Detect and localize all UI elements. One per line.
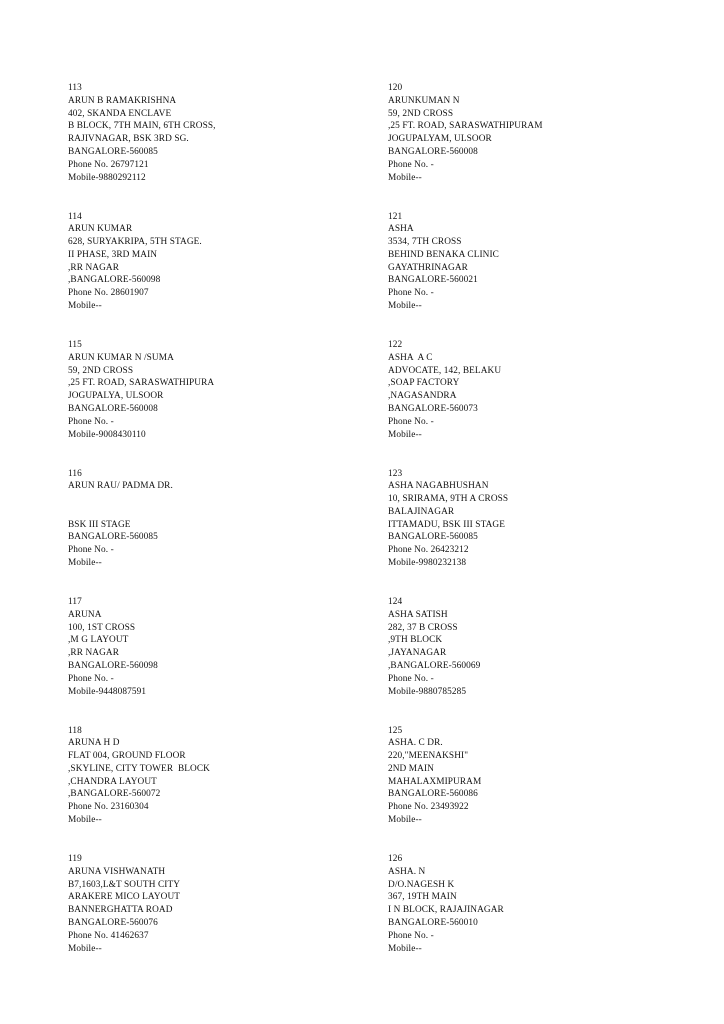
address-entry [388, 853, 543, 982]
entry-line: MAHALAXMIPURAM [388, 776, 482, 787]
entry-line: Phone No. - [68, 416, 114, 427]
entry-line: ARUNA H D [68, 738, 120, 749]
entry-line: ,9TH BLOCK [388, 635, 443, 646]
address-entry [388, 596, 543, 725]
entry-line: JOGUPALYA, ULSOOR [68, 391, 164, 402]
entry-line: 220,"MEENAKSHI" [388, 751, 469, 762]
entry-number: 114 [68, 211, 82, 222]
entry-line: 367, 19TH MAIN [388, 892, 457, 903]
entry-line: ARUN RAU/ PADMA DR. [68, 481, 173, 492]
entry-line: BANGALORE-560085 [388, 532, 478, 543]
address-entry [388, 82, 543, 211]
entry-line: Mobile-- [68, 558, 102, 569]
entry-line: ,RR NAGAR [68, 262, 120, 273]
entry-line: Mobile-9880785285 [388, 686, 467, 697]
entry-line: ARUN KUMAR N /SUMA [68, 352, 174, 363]
entry-line: ,CHANDRA LAYOUT [68, 776, 157, 787]
entry-line: BANGALORE-560021 [388, 275, 478, 286]
entry-number: 123 [388, 468, 403, 479]
address-entry [388, 468, 543, 597]
entry-line: Mobile-- [388, 943, 422, 954]
entry-line: Phone No. - [388, 416, 434, 427]
entry-line: ,BANGALORE-560098 [68, 275, 161, 286]
entry-line: ,BANGALORE-560072 [68, 789, 161, 800]
entry-line: Phone No. 23160304 [68, 802, 149, 813]
entry-number: 120 [388, 83, 403, 93]
entry-line: 10, SRIRAMA, 9TH A CROSS [388, 494, 509, 505]
entry-line: I N BLOCK, RAJAJINAGAR [388, 905, 504, 916]
entry-number: 115 [68, 340, 82, 350]
address-entry [388, 339, 543, 468]
entry-line: BEHIND BENAKA CLINIC [388, 249, 499, 260]
entry-line: BANGALORE-560008 [68, 403, 158, 414]
entry-line: Mobile-- [388, 172, 422, 183]
entry-line: ASHA [388, 224, 414, 235]
entry-line: BALAJINAGAR [388, 506, 455, 517]
entry-line: ,SKYLINE, CITY TOWER BLOCK [68, 763, 210, 774]
entry-line: BANGALORE-560085 [68, 532, 158, 543]
entry-number: 125 [388, 725, 403, 736]
entry-line: Mobile-- [388, 429, 422, 440]
address-entry [68, 82, 216, 211]
entry-line: Phone No. - [68, 673, 114, 684]
entry-line: Mobile-9980232138 [388, 558, 467, 569]
entry-line: BANGALORE-560086 [388, 789, 478, 800]
entry-line: ,M G LAYOUT [68, 635, 129, 646]
entry-line: 59, 2ND CROSS [68, 365, 134, 376]
entry-line: ASHA. N [388, 866, 426, 877]
entry-line: ARUN KUMAR [68, 224, 133, 235]
address-entry [68, 468, 216, 597]
entry-number: 113 [68, 83, 82, 93]
entry-line: 628, SURYAKRIPA, 5TH STAGE. [68, 237, 202, 248]
entry-line: ITTAMADU, BSK III STAGE [388, 519, 506, 530]
entry-line: Mobile-9880292112 [68, 172, 146, 183]
address-entry [68, 339, 216, 468]
entry-line: Phone No. - [388, 673, 434, 684]
entry-line: Phone No. 28601907 [68, 288, 149, 299]
entry-line: JOGUPALYAM, ULSOOR [388, 134, 492, 145]
entry-line: Mobile-- [388, 815, 422, 826]
entry-line: ,25 FT. ROAD, SARASWATHIPURA [68, 378, 215, 389]
entry-line: 100, 1ST CROSS [68, 622, 136, 633]
entry-line: ,RR NAGAR [68, 648, 120, 659]
entry-line: BANGALORE-560073 [388, 403, 478, 414]
entry-line: ADVOCATE, 142, BELAKU [388, 365, 502, 376]
entry-line: Phone No. 41462637 [68, 930, 149, 941]
entry-number: 119 [68, 854, 82, 864]
entry-line: GAYATHRINAGAR [388, 262, 468, 273]
entry-line: ASHA A C [388, 352, 433, 363]
entry-line: ARUNKUMAN N [388, 95, 460, 106]
entry-line: Mobile-- [388, 301, 422, 312]
entry-line: Phone No. - [388, 159, 434, 170]
entry-line: BANGALORE-560008 [388, 146, 478, 157]
entry-line: 282, 37 B CROSS [388, 622, 458, 633]
left-column [68, 82, 216, 982]
entry-line: ARUN B RAMAKRISHNA [68, 95, 177, 106]
entry-line: FLAT 004, GROUND FLOOR [68, 751, 186, 762]
entry-line: ,JAYANAGAR [388, 648, 447, 659]
entry-line: BSK III STAGE [68, 519, 131, 530]
entry-line: BANGALORE-560010 [388, 917, 478, 928]
entry-line: Mobile-- [68, 301, 102, 312]
entry-line: BANGALORE-560098 [68, 660, 158, 671]
entry-line: ASHA NAGABHUSHAN [388, 481, 489, 492]
address-entry [68, 853, 216, 982]
entry-line: ,25 FT. ROAD, SARASWATHIPURAM [388, 121, 543, 132]
entry-line: Phone No. - [388, 930, 434, 941]
entry-line: Phone No. 23493922 [388, 802, 469, 813]
entry-line: ASHA SATISH [388, 609, 448, 620]
entry-line: BANGALORE-560076 [68, 917, 158, 928]
entry-line: Mobile-- [68, 943, 102, 954]
address-entry [388, 725, 543, 854]
entry-line: Mobile-9008430110 [68, 429, 146, 440]
entry-line [68, 493, 216, 506]
entry-line: 3534, 7TH CROSS [388, 237, 462, 248]
address-entry [68, 211, 216, 340]
entry-line: Phone No. - [68, 545, 114, 556]
right-column [388, 82, 543, 982]
entry-line: D/O.NAGESH K [388, 879, 455, 890]
entry-number: 122 [388, 340, 403, 350]
entry-line: 2ND MAIN [388, 763, 434, 774]
entry-line: ARAKERE MICO LAYOUT [68, 892, 181, 903]
entry-line: ,BANGALORE-560069 [388, 660, 481, 671]
entry-line: BANNERGHATTA ROAD [68, 905, 173, 916]
address-entry [68, 596, 216, 725]
entry-line: ASHA. C DR. [388, 738, 443, 749]
entry-number: 126 [388, 854, 403, 864]
entry-line: 402, SKANDA ENCLAVE [68, 108, 172, 119]
entry-number: 118 [68, 725, 82, 736]
entry-line: Phone No. 26797121 [68, 159, 149, 170]
entry-line: ,NAGASANDRA [388, 391, 457, 402]
entry-line: Phone No. 26423212 [388, 545, 469, 556]
entry-number: 121 [388, 211, 403, 222]
entry-line: Phone No. - [388, 288, 434, 299]
entry-line: ,SOAP FACTORY [388, 378, 460, 389]
entry-line: B BLOCK, 7TH MAIN, 6TH CROSS, [68, 121, 216, 132]
entry-line: Mobile-9448087591 [68, 686, 147, 697]
entry-line: BANGALORE-560085 [68, 146, 158, 157]
address-entry [68, 725, 216, 854]
entry-line: 59, 2ND CROSS [388, 108, 454, 119]
entry-line [68, 506, 216, 519]
address-entry [388, 211, 543, 340]
entry-line: ARUNA VISHWANATH [68, 866, 166, 877]
entry-line: Mobile-- [68, 815, 102, 826]
entry-number: 124 [388, 597, 403, 607]
entry-number: 116 [68, 468, 82, 479]
entry-line: B7,1603,L&T SOUTH CITY [68, 879, 181, 890]
entry-number: 117 [68, 597, 82, 607]
entry-line: II PHASE, 3RD MAIN [68, 249, 158, 260]
entry-line: RAJIVNAGAR, BSK 3RD SG. [68, 134, 189, 145]
entry-line: ARUNA [68, 609, 102, 620]
